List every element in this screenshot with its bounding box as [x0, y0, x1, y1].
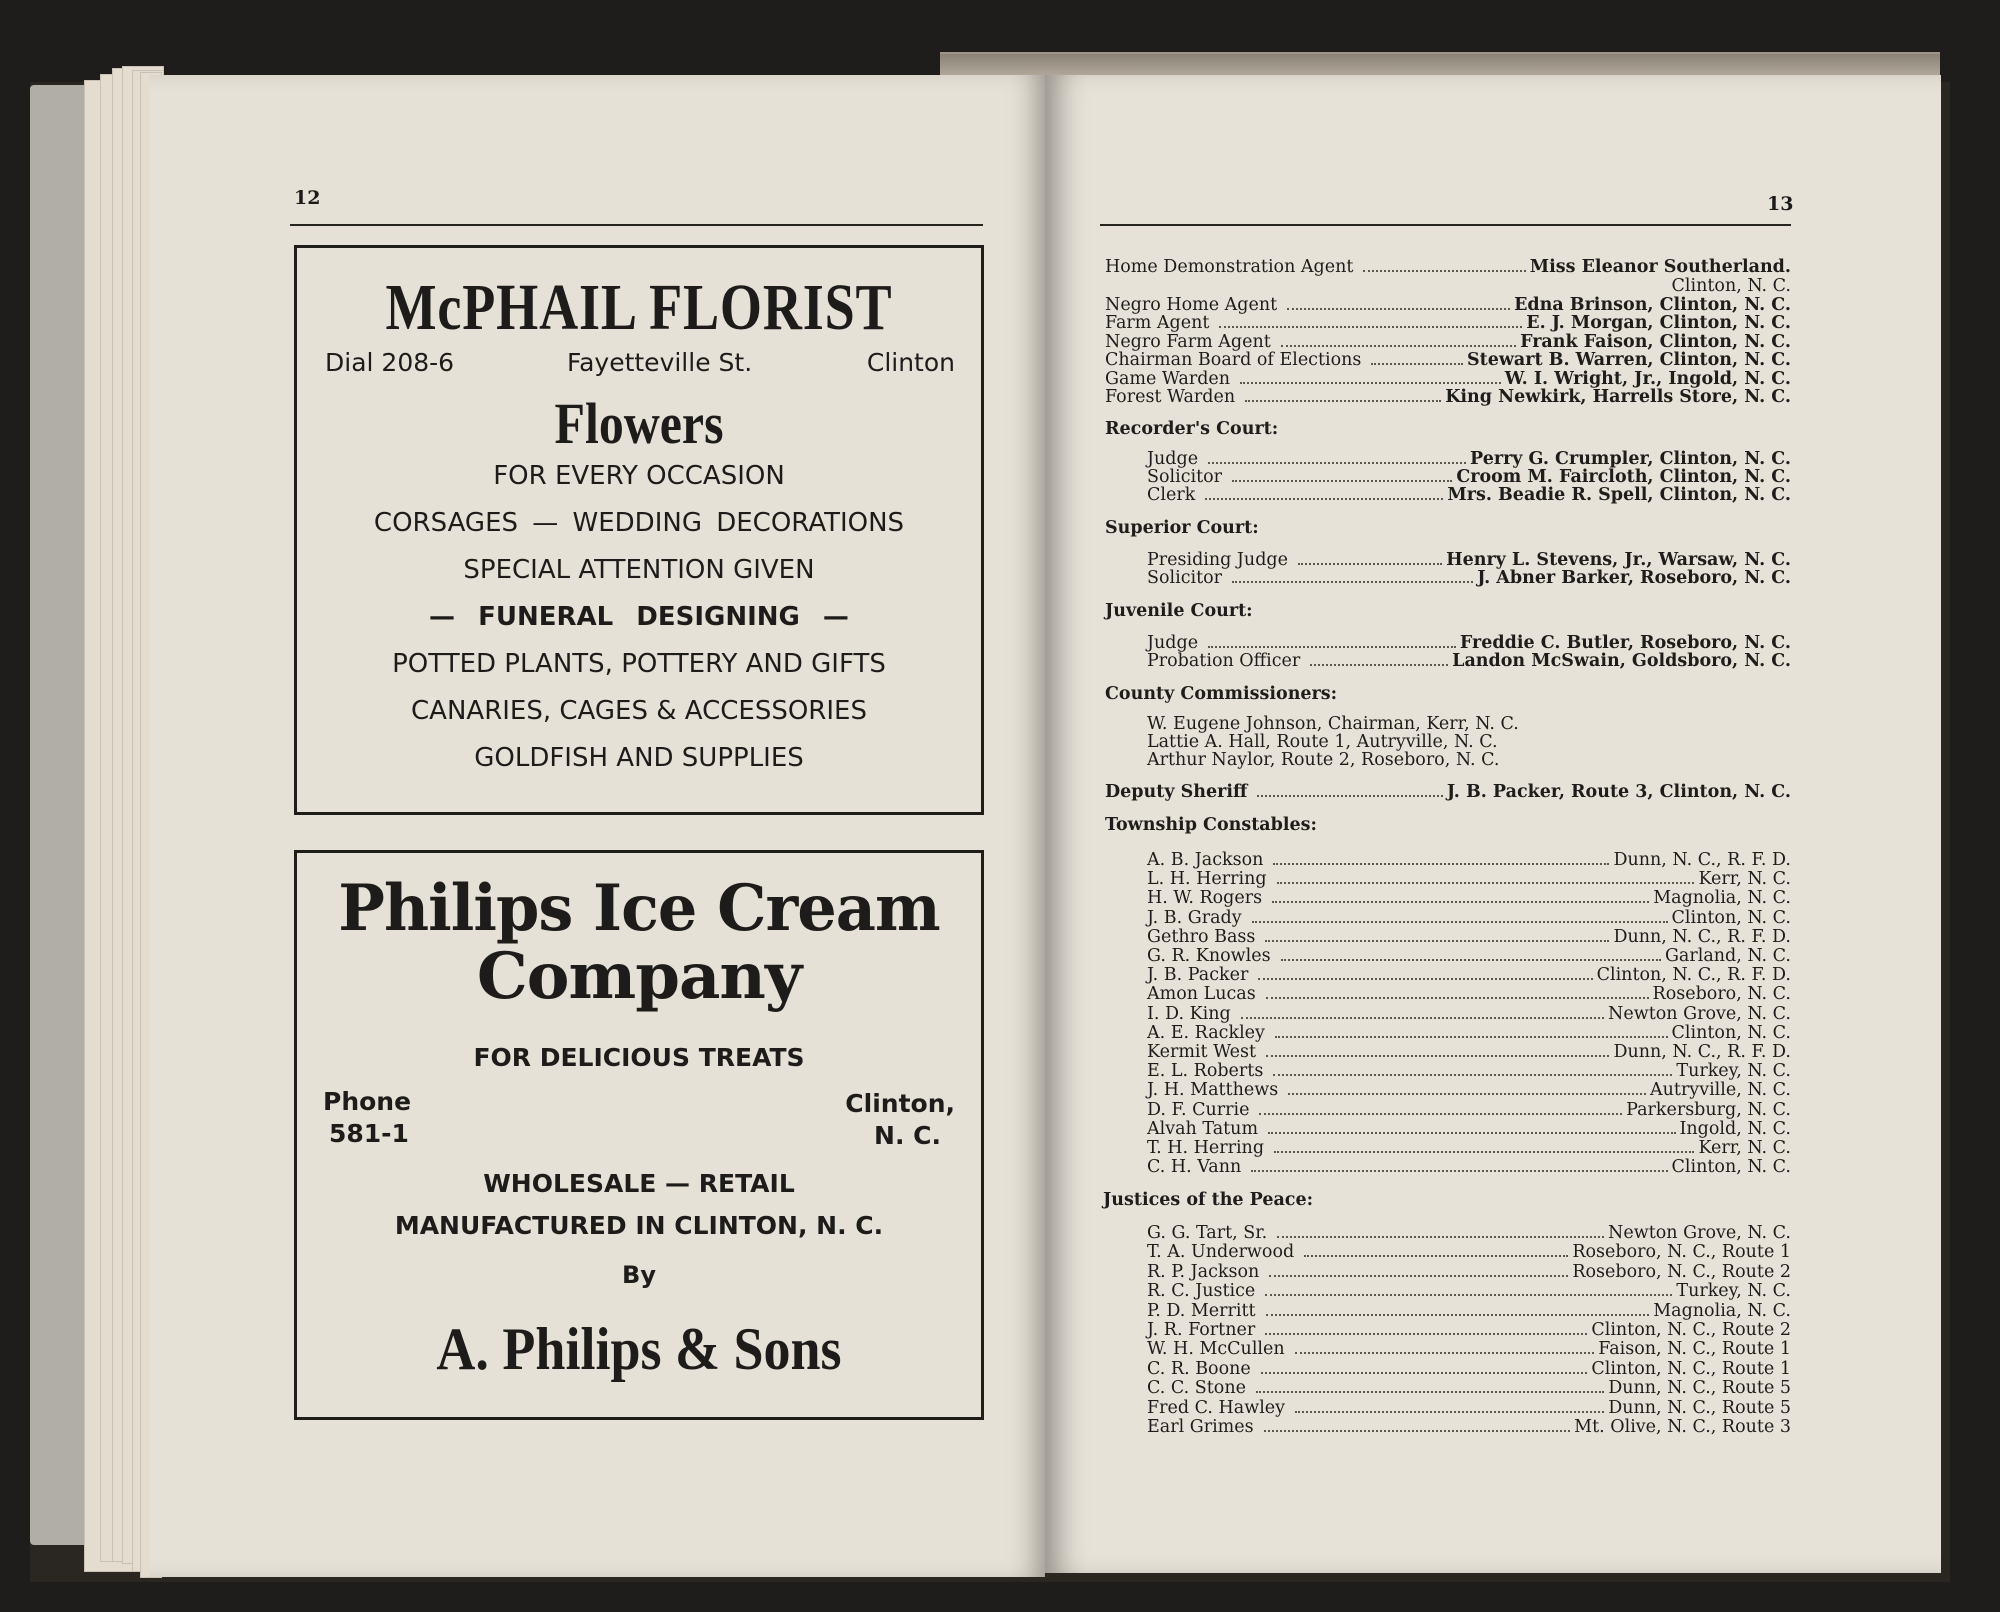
list-item: R. P. Jackson Roseboro, N. C., Route 2 — [1147, 1261, 1791, 1282]
ad-florist-heading: Flowers — [554, 391, 724, 456]
officer-row: Farm Agent E. J. Morgan, Clinton, N. C. — [1105, 313, 1791, 333]
deputy-sheriff-row: Deputy Sheriff J. B. Packer, Route 3, Clinton, N. C. — [1105, 782, 1791, 802]
ad-icecream-owner: A. Philips & Sons — [436, 1316, 842, 1382]
ad-florist-line: SPECIAL ATTENTION GIVEN — [463, 555, 815, 585]
list-item: Amon Lucas Roseboro, N. C. — [1147, 984, 1791, 1005]
officer-row: Forest Warden King Newkirk, Harrells Store, N. C. — [1105, 387, 1791, 407]
section-heading: Township Constables: — [1105, 815, 1317, 835]
ad-florist-line: CORSAGES — WEDDING DECORATIONS — [373, 508, 905, 538]
list-item: J. B. Grady Clinton, N. C. — [1147, 907, 1791, 928]
directory-listing — [1045, 75, 1941, 1573]
philips-ice-cream-ad — [294, 850, 984, 1420]
officer-row: Negro Farm Agent Frank Faison, Clinton, N. C. — [1105, 332, 1791, 352]
ad-florist-street: Fayetteville St. — [567, 348, 753, 377]
list-item: W. H. McCullen Faison, N. C., Route 1 — [1147, 1339, 1791, 1360]
ad-icecream-by: By — [622, 1261, 656, 1289]
officer-row: Negro Home Agent Edna Brinson, Clinton, N. C. — [1105, 295, 1791, 315]
commissioner-name: W. Eugene Johnson, Chairman, Kerr, N. C. — [1147, 714, 1519, 734]
ad-florist-line: FOR EVERY OCCASION — [493, 461, 785, 491]
list-item: R. C. Justice Turkey, N. C. — [1147, 1281, 1791, 1302]
ad-icecream-tagline: FOR DELICIOUS TREATS — [473, 1043, 805, 1072]
list-item: D. F. Currie Parkersburg, N. C. — [1147, 1099, 1791, 1120]
officer-continuation: Clinton, N. C. — [1671, 276, 1791, 296]
ad-florist-line: CANARIES, CAGES & ACCESSORIES — [411, 696, 867, 726]
page-number-left: 12 — [294, 187, 321, 209]
list-item: Fred C. Hawley Dunn, N. C., Route 5 — [1147, 1397, 1791, 1418]
ad-florist-city: Clinton — [866, 348, 955, 377]
mcphail-florist-ad — [294, 245, 984, 815]
commissioner-name: Lattie A. Hall, Route 1, Autryville, N. C. — [1147, 732, 1498, 752]
ad-florist-line: POTTED PLANTS, POTTERY AND GIFTS — [392, 649, 886, 679]
list-item: E. L. Roberts Turkey, N. C. — [1147, 1061, 1791, 1082]
ad-icecream-state: N. C. — [874, 1121, 941, 1150]
officer-row: Home Demonstration Agent Miss Eleanor Southerland. — [1105, 257, 1791, 277]
list-item: C. C. Stone Dunn, N. C., Route 5 — [1147, 1378, 1791, 1399]
ad-florist-line: — FUNERAL DESIGNING — — [429, 602, 849, 632]
ad-icecream-phone-number: 581-1 — [329, 1119, 409, 1148]
list-item: I. D. King Newton Grove, N. C. — [1147, 1003, 1791, 1024]
list-item: G. G. Tart, Sr. Newton Grove, N. C. — [1147, 1223, 1791, 1243]
section-heading: Superior Court: — [1105, 518, 1259, 538]
list-item: A. B. Jackson Dunn, N. C., R. F. D. — [1147, 850, 1791, 870]
section-heading: County Commissioners: — [1105, 684, 1338, 704]
section-heading: Justices of the Peace: — [1103, 1190, 1314, 1210]
list-item: T. A. Underwood Roseboro, N. C., Route 1 — [1147, 1242, 1791, 1263]
ad-icecream-line1: WHOLESALE — RETAIL — [483, 1169, 795, 1198]
court-row: Presiding Judge Henry L. Stevens, Jr., Warsaw, N. C. — [1147, 550, 1791, 570]
list-item: J. B. Packer Clinton, N. C., R. F. D. — [1147, 965, 1791, 986]
court-row: Judge Freddie C. Butler, Roseboro, N. C. — [1147, 633, 1791, 653]
list-item: J. H. Matthews Autryville, N. C. — [1147, 1080, 1791, 1101]
court-row: Judge Perry G. Crumpler, Clinton, N. C. — [1147, 449, 1791, 469]
ad-icecream-phone-label: Phone — [323, 1087, 412, 1116]
court-row: Probation Officer Landon McSwain, Goldsboro, N. C. — [1147, 651, 1791, 671]
ad-florist-dial: Dial 208-6 — [325, 348, 455, 377]
ad-icecream-city: Clinton, — [845, 1089, 955, 1118]
list-item: L. H. Herring Kerr, N. C. — [1147, 869, 1791, 890]
list-item: H. W. Rogers Magnolia, N. C. — [1147, 888, 1791, 909]
list-item: Gethro Bass Dunn, N. C., R. F. D. — [1147, 926, 1791, 947]
ad-florist-name: McPHAIL FLORIST — [385, 271, 893, 344]
list-item: T. H. Herring Kerr, N. C. — [1147, 1138, 1791, 1158]
list-item: J. R. Fortner Clinton, N. C., Route 2 — [1147, 1320, 1791, 1340]
ad-icecream-name-line2: Company — [476, 939, 802, 1014]
court-row: Solicitor Croom M. Faircloth, Clinton, N. C. — [1147, 467, 1791, 487]
right-page — [1045, 75, 1941, 1573]
officer-row: Game Warden W. I. Wright, Jr., Ingold, N. C. — [1105, 369, 1791, 389]
header-rule-left — [290, 224, 983, 226]
section-heading: Juvenile Court: — [1105, 601, 1253, 621]
ad-icecream-name-line1: Philips Ice Cream — [338, 871, 940, 946]
page-number-right: 13 — [1767, 193, 1794, 215]
list-item: Earl Grimes Mt. Olive, N. C., Route 3 — [1147, 1417, 1791, 1437]
list-item: Alvah Tatum Ingold, N. C. — [1147, 1118, 1791, 1139]
list-item: C. H. Vann Clinton, N. C. — [1147, 1157, 1791, 1178]
list-item: G. R. Knowles Garland, N. C. — [1147, 946, 1791, 966]
officer-row: Chairman Board of Elections Stewart B. Warren, Clinton, N. C. — [1105, 350, 1791, 370]
ad-florist-line: GOLDFISH AND SUPPLIES — [474, 743, 804, 773]
ad-icecream-line2: MANUFACTURED IN CLINTON, N. C. — [394, 1211, 884, 1240]
commissioner-name: Arthur Naylor, Route 2, Roseboro, N. C. — [1147, 750, 1500, 770]
list-item: A. E. Rackley Clinton, N. C. — [1147, 1022, 1791, 1043]
court-row: Clerk Mrs. Beadie R. Spell, Clinton, N. C. — [1147, 485, 1791, 505]
list-item: P. D. Merritt Magnolia, N. C. — [1147, 1300, 1791, 1321]
left-page — [150, 75, 1045, 1577]
court-row: Solicitor J. Abner Barker, Roseboro, N. C. — [1147, 568, 1791, 588]
section-heading: Recorder's Court: — [1105, 419, 1279, 439]
list-item: Kermit West Dunn, N. C., R. F. D. — [1147, 1042, 1791, 1062]
list-item: C. R. Boone Clinton, N. C., Route 1 — [1147, 1358, 1791, 1379]
